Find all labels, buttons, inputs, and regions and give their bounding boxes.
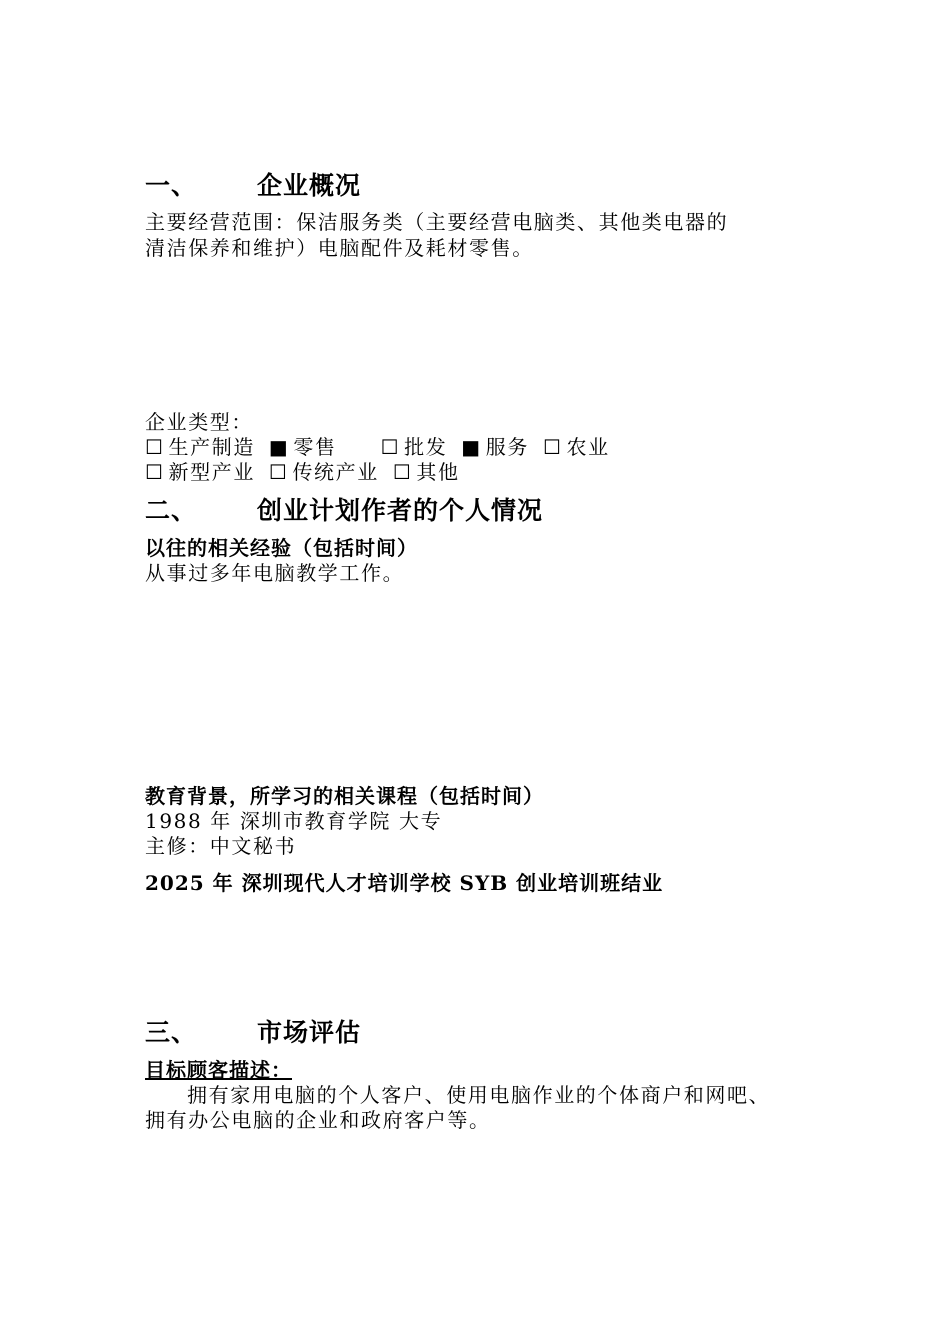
section-title: 创业计划作者的个人情况 bbox=[257, 496, 544, 525]
checkbox-option[interactable] bbox=[393, 460, 460, 485]
experience-heading: 以往的相关经验（包括时间） bbox=[145, 536, 418, 560]
option-label: 批发 bbox=[404, 435, 448, 459]
training-line: 2025 年 深圳现代人才培训学校 SYB 创业培训班结业 bbox=[145, 871, 664, 895]
section-title: 企业概况 bbox=[257, 171, 362, 200]
option-label: 新型产业 bbox=[168, 460, 255, 484]
checkbox-option[interactable] bbox=[145, 435, 255, 460]
checkbox-unchecked-icon: ☐ bbox=[268, 460, 289, 484]
checkbox-unchecked-icon: ☐ bbox=[145, 435, 165, 459]
checkbox-option[interactable] bbox=[381, 435, 448, 460]
business-scope-line-2: 清洁保养和维护）电脑配件及耗材零售。 bbox=[145, 236, 534, 260]
checkbox-unchecked-icon: ☐ bbox=[145, 460, 165, 484]
section-heading-3 bbox=[145, 1018, 361, 1048]
option-label: 农业 bbox=[566, 435, 610, 459]
option-label: 生产制造 bbox=[168, 435, 255, 459]
education-line-1: 1988 年 深圳市教育学院 大专 bbox=[145, 809, 443, 833]
section-number: 一、 bbox=[145, 171, 198, 200]
business-scope-line-1: 主要经营范围：保洁服务类（主要经营电脑类、其他类电器的 bbox=[145, 210, 729, 234]
checkbox-option[interactable] bbox=[461, 435, 529, 460]
target-customer-line-1 bbox=[145, 1083, 770, 1108]
checkbox-unchecked-icon: ☐ bbox=[392, 460, 413, 484]
enterprise-type-row-1 bbox=[145, 435, 610, 460]
section-number: 二、 bbox=[145, 496, 198, 525]
option-label: 其他 bbox=[416, 460, 460, 484]
checkbox-checked-icon: ■ bbox=[461, 435, 482, 459]
enterprise-type-row-2 bbox=[145, 460, 460, 485]
section-heading-2 bbox=[145, 496, 543, 526]
option-label: 服务 bbox=[485, 435, 529, 459]
section-number: 三、 bbox=[145, 1018, 198, 1047]
option-label: 传统产业 bbox=[292, 460, 379, 484]
checkbox-option[interactable] bbox=[543, 435, 610, 460]
target-customer-text: 拥有家用电脑的个人客户、使用电脑作业的个体商户和网吧、 bbox=[187, 1083, 771, 1107]
checkbox-option[interactable] bbox=[269, 460, 379, 485]
education-heading: 教育背景，所学习的相关课程（包括时间） bbox=[145, 784, 544, 808]
experience-text: 从事过多年电脑教学工作。 bbox=[145, 561, 405, 585]
target-customer-line-2: 拥有办公电脑的企业和政府客户等。 bbox=[145, 1108, 491, 1132]
option-label: 零售 bbox=[293, 435, 337, 459]
checkbox-unchecked-icon: ☐ bbox=[380, 435, 401, 459]
education-line-2: 主修：中文秘书 bbox=[145, 834, 297, 858]
checkbox-option[interactable] bbox=[269, 435, 337, 460]
checkbox-checked-icon: ■ bbox=[268, 435, 290, 459]
checkbox-unchecked-icon: ☐ bbox=[542, 435, 563, 459]
section-heading-1 bbox=[145, 171, 361, 201]
checkbox-option[interactable] bbox=[145, 460, 255, 485]
enterprise-type-label: 企业类型： bbox=[145, 410, 253, 434]
target-customer-heading: 目标顾客描述： bbox=[145, 1058, 292, 1082]
section-title: 市场评估 bbox=[257, 1018, 362, 1047]
